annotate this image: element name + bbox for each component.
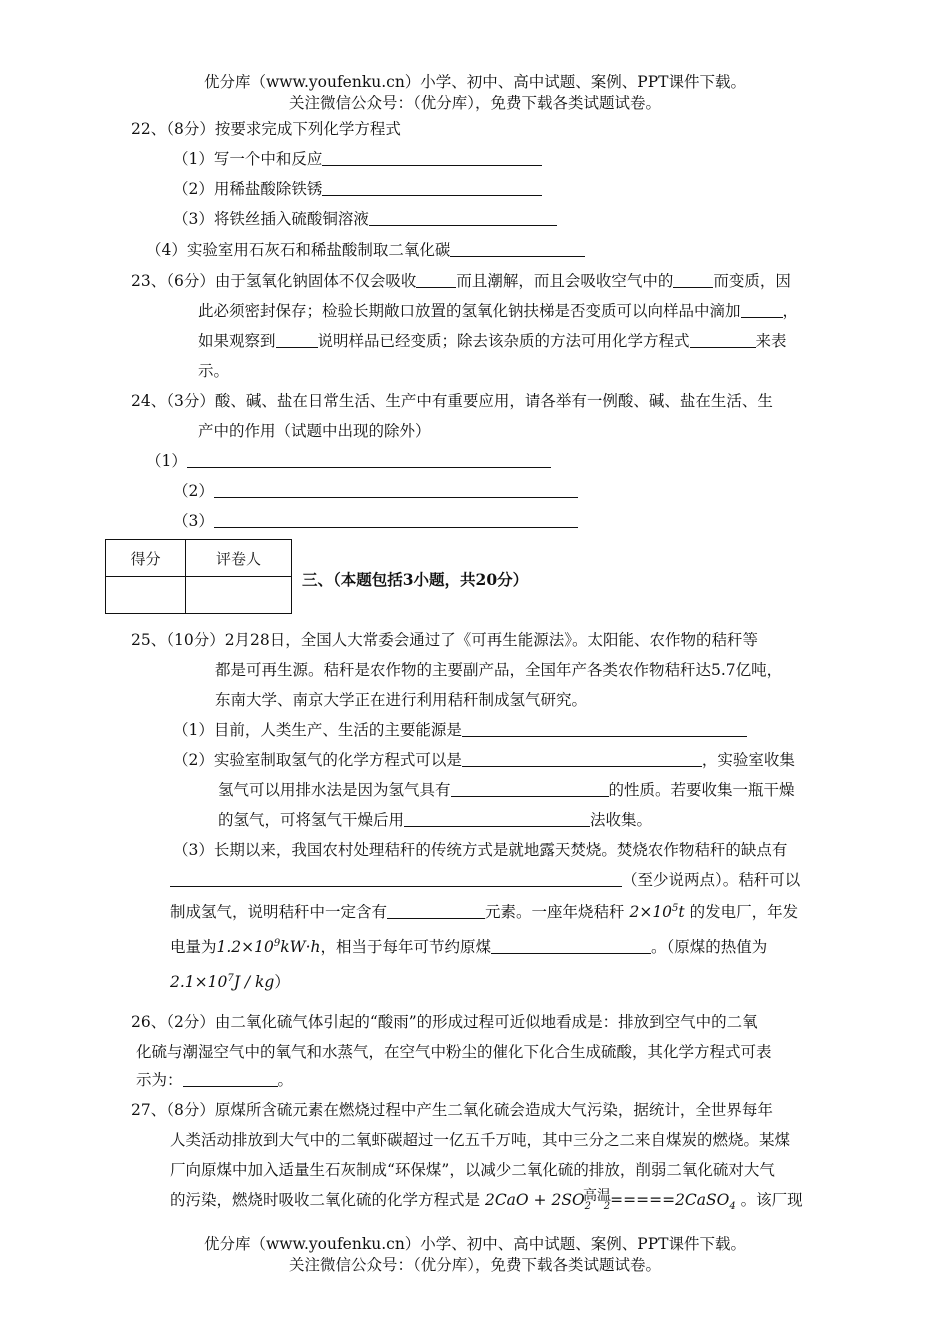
q23-line-3: 如果观察到 说明样品已经变质；除去该杂质的方法可用化学方程式 来表 bbox=[198, 332, 787, 350]
q22-title: 22、（8分）按要求完成下列化学方程式 bbox=[131, 120, 401, 138]
q24-item-3: （3） bbox=[173, 509, 578, 531]
header-line-1: 优分库（www.youfenku.cn）小学、初中、高中试题、案例、PPT课件下载。 bbox=[203, 73, 747, 91]
q25-line-1: 25、（10分）2月28日，全国人大常委会通过了《可再生能源法》。太阳能、农作物的秸秆等 bbox=[131, 631, 759, 649]
q25-line-3: 东南大学、南京大学正在进行利用秸秆制成氢气研究。 bbox=[215, 691, 588, 709]
q27-line-4: 的污染，燃烧时吸收二氧化硫的化学方程式是 $2CaO + 2SO_2$ 高温 $_2$=====2CaSO$_4$ 。该厂现 bbox=[170, 1188, 803, 1212]
score-cell[interactable] bbox=[106, 577, 186, 614]
q24-line-1: 24、（3分）酸、碱、盐在日常生活、生产中有重要应用，请各举有一例酸、碱、盐在生活、生 bbox=[131, 392, 773, 410]
math-2e5t: $2\times 10^5t$ bbox=[629, 902, 685, 921]
math-energy: $1.2\times 10^9kW\cdot h$ bbox=[216, 937, 321, 956]
grader-header: 评卷人 bbox=[186, 540, 292, 577]
q25-part-2a: （2）实验室制取氢气的化学方程式可以是 ，实验室收集 bbox=[173, 751, 795, 769]
q25-part-2b: 氢气可以用排水法是因为氢气具有 的性质。若要收集一瓶干燥 bbox=[218, 781, 795, 799]
q27-line-1: 27、（8分）原煤所含硫元素在燃烧过程中产生二氧化硫会造成大气污染，据统计，全世界每年 bbox=[131, 1101, 773, 1119]
q22-item-4: （4）实验室用石灰石和稀盐酸制取二氧化碳 bbox=[146, 238, 585, 260]
equation-condition: 高温 bbox=[583, 1188, 612, 1204]
footer-line-2: 关注微信公众号：（优分库），免费下载各类试题试卷。 bbox=[288, 1256, 661, 1274]
q22-item-2: （2）用稀盐酸除铁锈 bbox=[173, 177, 542, 199]
q23-line-4: 示。 bbox=[198, 362, 230, 380]
q25-line-2: 都是可再生源。秸秆是农作物的主要副产品，全国年产各类农作物秸秆达5.7亿吨， bbox=[215, 661, 783, 679]
q27-line-3: 厂向原煤中加入适量生石灰制成“环保煤”，以减少二氧化硫的排放，削弱二氧化硫对大气 bbox=[170, 1161, 775, 1179]
section-3-title: 三、（本题包括3小题，共20分） bbox=[302, 570, 529, 589]
math-heat: $2.1\times 10^7J$ / kg bbox=[170, 972, 275, 991]
score-table bbox=[105, 539, 292, 614]
q22-item-1: （1）写一个中和反应 bbox=[173, 147, 542, 169]
q25-part-3b: （至少说两点）。秸秆可以 bbox=[170, 868, 800, 890]
q25-part-3d: 电量为$1.2\times 10^9kW\cdot h$，相当于每年可节约原煤 。（原煤的热值为 bbox=[170, 937, 768, 956]
q24-item-1: （1） bbox=[146, 449, 551, 471]
q25-part-2c: 的氢气，可将氢气干燥后用 法收集。 bbox=[218, 811, 653, 829]
q25-part-1: （1）目前，人类生产、生活的主要能源是 bbox=[173, 718, 747, 740]
q23-line-2: 此必须密封保存；检验长期敞口放置的氢氧化钠扶梯是否变质可以向样品中滴加 ， bbox=[198, 302, 799, 320]
q23-line-1: 23、（6分）由于氢氧化钠固体不仅会吸收 而且潮解，而且会吸收空气中的 而变质，因 bbox=[131, 272, 791, 290]
q25-part-3c: 制成氢气，说明秸秆中一定含有 元素。一座年烧秸秆 $2\times 10^5t$ 的发电厂，年发 bbox=[170, 902, 799, 921]
header-line-2: 关注微信公众号：（优分库），免费下载各类试题试卷。 bbox=[288, 94, 661, 112]
q26-line-3: 示为： 。 bbox=[136, 1071, 294, 1089]
q24-line-2: 产中的作用（试题中出现的除外） bbox=[198, 422, 431, 440]
score-header: 得分 bbox=[106, 540, 186, 577]
q22-item-3: （3）将铁丝插入硫酸铜溶液 bbox=[173, 207, 557, 229]
q27-line-2: 人类活动排放到大气中的二氧虾碳超过一亿五千万吨，其中三分之二来自煤炭的燃烧。某煤 bbox=[170, 1131, 791, 1149]
q26-line-2: 化硫与潮湿空气中的氧气和水蒸气，在空气中粉尘的催化下化合生成硫酸，其化学方程式可表 bbox=[136, 1043, 772, 1061]
footer-line-1: 优分库（www.youfenku.cn）小学、初中、高中试题、案例、PPT课件下载。 bbox=[203, 1235, 747, 1253]
q26-line-1: 26、（2分）由二氧化硫气体引起的“酸雨”的形成过程可近似地看成是：排放到空气中的二氧 bbox=[131, 1013, 758, 1031]
q25-part-3: （3）长期以来，我国农村处理秸秆的传统方式是就地露天焚烧。焚烧农作物秸秆的缺点有 bbox=[173, 841, 788, 859]
q24-item-2: （2） bbox=[173, 479, 578, 501]
caso4-equation: $2CaO + 2SO_2$ 高温 $_2$=====2CaSO$_4$ bbox=[485, 1191, 741, 1209]
grader-cell[interactable] bbox=[186, 577, 292, 614]
q25-part-3e: $2.1\times 10^7J / kg$） bbox=[170, 972, 290, 991]
